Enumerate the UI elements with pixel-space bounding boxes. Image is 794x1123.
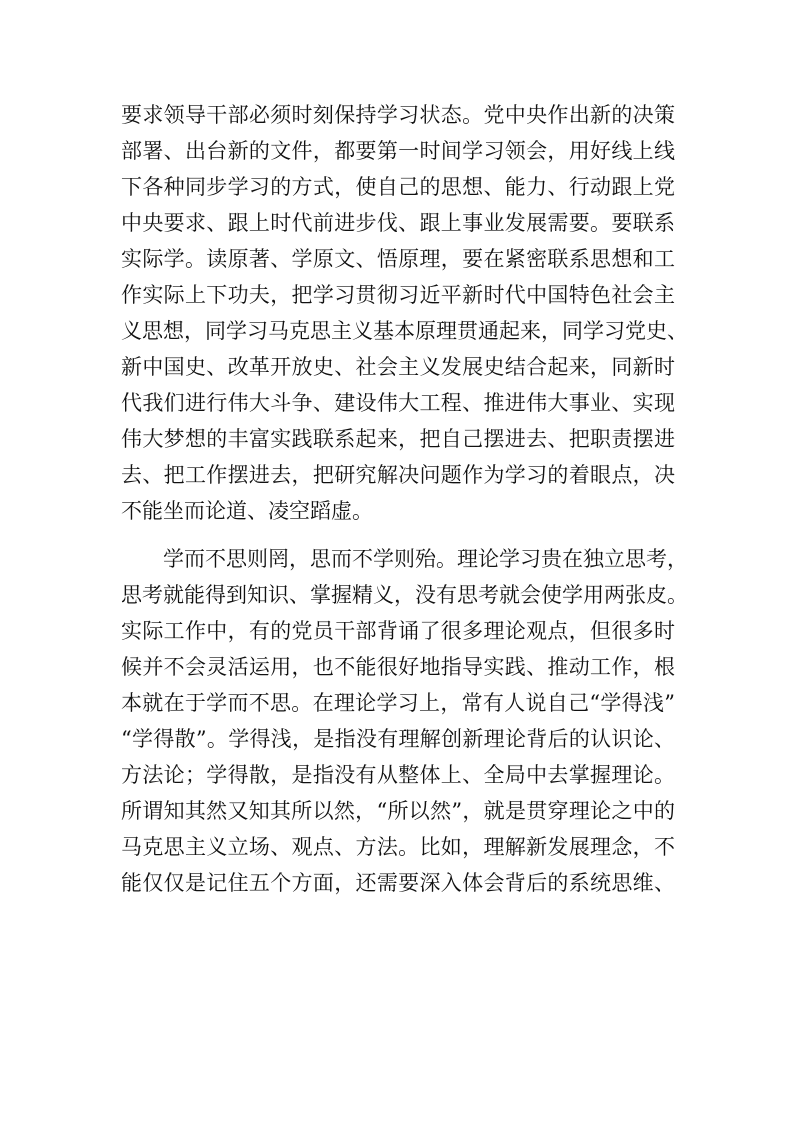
text-line: 本就在于学而不思。在理论学习上，常有人说自己“学得浅” [121,691,675,715]
text-line: 实际工作中，有的党员干部背诵了很多理论观点，但很多时 [121,619,675,643]
text-line: 义思想，同学习马克思主义基本原理贯通起来，同学习党史、 [121,319,688,343]
text-line: 代我们进行伟大斗争、建设伟大工程、推进伟大事业、实现 [121,391,675,415]
document-body [121,97,688,901]
text-line: 去、把工作摆进去，把研究解决问题作为学习的着眼点，决 [121,463,675,487]
text-line: 中央要求、跟上时代前进步伐、跟上事业发展需要。要联系 [121,211,675,235]
text-line: 伟大梦想的丰富实践联系起来，把自己摆进去、把职责摆进 [121,427,675,451]
text-line: 要求领导干部必须时刻保持学习状态。党中央作出新的决策 [121,103,675,127]
text-line: 所谓知其然又知其所以然，“所以然”，就是贯穿理论之中的 [121,799,675,823]
text-line: 作实际上下功夫，把学习贯彻习近平新时代中国特色社会主 [121,283,675,307]
text-line: 实际学。读原著、学原文、悟原理，要在紧密联系思想和工 [121,247,675,271]
paragraph-spacer [121,529,675,541]
text-line: “学得散”。学得浅，是指没有理解创新理论背后的认识论、 [121,727,675,751]
text-line: 下各种同步学习的方式，使自己的思想、能力、行动跟上党 [121,175,675,199]
text-line: 部署、出台新的文件，都要第一时间学习领会，用好线上线 [121,139,675,163]
text-line: 思考就能得到知识、掌握精义，没有思考就会使学用两张皮。 [121,583,688,607]
text-line: 候并不会灵活运用，也不能很好地指导实践、推动工作，根 [121,655,675,679]
text-line: 新中国史、改革开放史、社会主义发展史结合起来，同新时 [121,355,675,379]
text-line: 能仅仅是记住五个方面，还需要深入体会背后的系统思维、 [121,871,675,895]
paragraph-2 [121,541,688,901]
text-line: 不能坐而论道、凌空蹈虚。 [121,499,373,523]
text-line: 学而不思则罔，思而不学则殆。理论学习贵在独立思考， [163,547,688,571]
text-line: 方法论；学得散，是指没有从整体上、全局中去掌握理论。 [121,763,675,787]
paragraph-1 [121,97,688,529]
text-line: 马克思主义立场、观点、方法。比如，理解新发展理念，不 [121,835,675,859]
